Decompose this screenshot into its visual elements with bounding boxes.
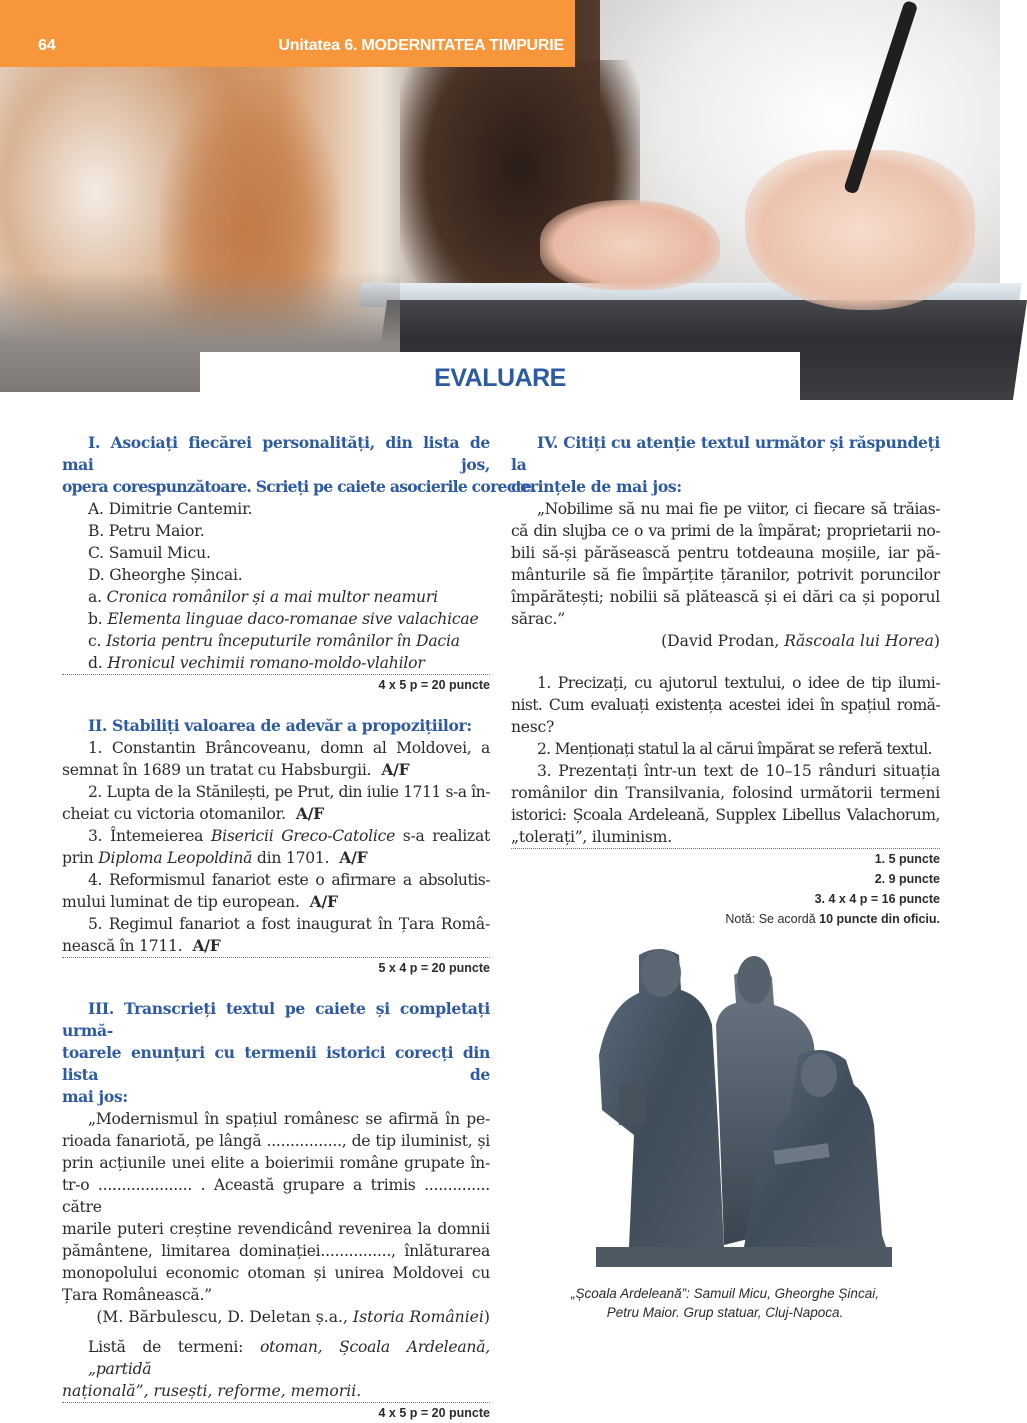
question-1-line: nist. Cum evaluați existența acestei idei în spațiul romă-	[511, 696, 940, 714]
quote-line: împărătești; nobilii să plătească și ei dări ca și poporul	[511, 588, 940, 606]
true-false-4: A/F	[309, 892, 338, 911]
section-1-heading-line2: opera corespunzătoare. Scrieți pe caiete asocierile corecte.	[62, 477, 536, 496]
question-3-line: „tolerați”, iluminism.	[511, 826, 940, 849]
section-3-source: (M. Bărbulescu, D. Deletan ș.a., Istoria României)	[96, 1308, 490, 1326]
quote-line: că din slujba ce o va primi de la împărat; proprietarii no-	[511, 522, 940, 540]
question-2-score: 2. 9 puncte	[874, 872, 940, 886]
section-2	[62, 715, 490, 978]
page-title: EVALUARE	[434, 364, 566, 392]
statement-1-line1: 1. Constantin Brâncoveanu, domn al Moldovei, a	[88, 739, 490, 757]
quote-line: mânturile să fie împărțite țăranilor, potrivit poruncilor	[511, 566, 940, 584]
section-4-heading-line1: IV. Citiți cu atenție textul următor și răspundeți la	[511, 433, 940, 474]
quote-line: sărac.”	[511, 610, 565, 628]
statement-3-line2: prin Diploma Leopoldină din 1701. A/F	[62, 848, 368, 867]
caption-line2: Petru Maior. Grup statuar, Cluj-Napoca.	[606, 1305, 844, 1320]
section-4-source: (David Prodan, Răscoala lui Horea)	[661, 632, 940, 650]
fill-text-line: rioada fanariotă, pe lângă ................, de tip iluminist, și	[62, 1132, 490, 1150]
statement-2-line2: cheiat cu victoria otomanilor. A/F	[62, 804, 324, 823]
right-column	[511, 432, 940, 929]
quote-line: „Nobilime să nu mai fie pe viitor, ci fiecare să trăias-	[537, 500, 940, 518]
true-false-5: A/F	[192, 936, 221, 955]
statue-caption	[525, 1284, 925, 1322]
fill-text-line: monopolului economic otoman și unirea Moldovei cu	[62, 1264, 490, 1282]
question-3-line: istorici: Școala Ardeleană, Supplex Libellus Valachorum,	[511, 806, 940, 824]
statue-base	[596, 1247, 892, 1267]
photo-left-hand	[540, 200, 720, 290]
statue-head-center	[737, 956, 771, 1004]
fill-text-line: pământene, limitarea dominației..............., înlăturarea	[62, 1242, 490, 1260]
statement-1-line2: semnat în 1689 un tratat cu Habsburgii. A/F	[62, 760, 410, 779]
fill-text-line: marile puteri creștine revendicând revenirea la domnii	[62, 1220, 490, 1238]
section-1-score: 4 x 5 p = 20 puncte	[378, 678, 490, 692]
fill-text-line: tr-o .................... . Această grupare a trimis .............. către	[62, 1176, 490, 1216]
note-official-points: Notă: Se acordă 10 puncte din oficiu.	[725, 912, 940, 926]
statue-book-left	[619, 1083, 645, 1125]
unit-title: Unitatea 6. MODERNITATEA TIMPURIE	[278, 37, 564, 54]
question-3-line: 3. Prezentați într-un text de 10–15 rânduri situația	[537, 762, 940, 780]
statement-4-line1: 4. Reformismul fanariot este o afirmare a absolutis-	[88, 871, 490, 889]
work-c: c. Istoria pentru începuturile românilor în Dacia	[88, 632, 460, 650]
statement-2-line1: 2. Lupta de la Stănilești, pe Prut, din iulie 1711 s-a în-	[88, 783, 490, 801]
person-d: D. Gheorghe Șincai.	[88, 566, 243, 584]
question-1-line: nesc?	[511, 718, 555, 736]
person-c: C. Samuil Micu.	[88, 544, 211, 562]
fill-text-line: Țara Românească.”	[62, 1286, 212, 1304]
statue-head-right	[801, 1053, 837, 1097]
quote-line: bili să-și părăsească pentru totdeauna moșiile, iar pă-	[511, 544, 940, 562]
statue-head-left	[641, 949, 681, 997]
section-3-heading-line2: toarele enunțuri cu termenii istorici corecți din lista de	[62, 1043, 490, 1084]
person-a: A. Dimitrie Cantemir.	[88, 500, 253, 518]
fill-text-line: prin acțiunile unei elite a boierimii române grupate în-	[62, 1154, 490, 1172]
statue-image-scoala-ardeleana	[584, 935, 914, 1275]
true-false-3: A/F	[339, 848, 368, 867]
section-1-heading-line1: I. Asociați fiecărei personalități, din lista de mai jos,	[62, 433, 490, 474]
fill-text-line: „Modernismul în spațiul românesc se afirmă în pe-	[88, 1110, 490, 1128]
work-d: d. Hronicul vechimii romano-moldo-vlahilor	[62, 652, 490, 675]
section-1	[62, 432, 536, 695]
title-box	[200, 352, 800, 400]
section-4	[511, 432, 940, 929]
statement-3-line1: 3. Întemeierea Bisericii Greco-Catolice s-a realizat	[88, 827, 491, 845]
question-3-line: românilor din Transilvania, folosind următorii termeni	[511, 784, 940, 802]
statement-5-line2: nească în 1711. A/F	[62, 935, 490, 958]
header-band	[0, 0, 575, 67]
section-3	[62, 998, 490, 1423]
terms-list-line2: națională”, rusești, reforme, memorii.	[62, 1380, 490, 1403]
work-b: b. Elementa linguae daco-romanae sive valachicae	[88, 610, 479, 628]
section-3-heading-line1: III. Transcrieți textul pe caiete și completați urmă-	[62, 999, 490, 1040]
work-a: a. Cronica românilor și a mai multor neamuri	[88, 588, 438, 606]
section-2-score: 5 x 4 p = 20 puncte	[378, 961, 490, 975]
person-b: B. Petru Maior.	[88, 522, 205, 540]
question-1-score: 1. 5 puncte	[874, 852, 940, 866]
caption-line1: „Școala Ardeleană”: Samuil Micu, Gheorghe Șincai,	[571, 1286, 879, 1301]
true-false-2: A/F	[295, 804, 324, 823]
true-false-1: A/F	[381, 760, 410, 779]
page-number: 64	[38, 37, 56, 54]
section-4-heading-line2: cerințele de mai jos:	[511, 477, 682, 496]
statement-4-line2: mului luminat de tip european. A/F	[62, 892, 338, 911]
terms-list-line1: Listă de termeni: otoman, Școala Ardeleană, „partidă	[88, 1338, 490, 1378]
section-3-heading-line3: mai jos:	[62, 1087, 128, 1106]
question-2: 2. Menționați statul la al cărui împărat se referă textul.	[537, 740, 932, 758]
section-2-heading: II. Stabiliți valoarea de adevăr a propozițiilor:	[88, 716, 472, 735]
section-3-score: 4 x 5 p = 20 puncte	[378, 1406, 490, 1420]
left-column	[62, 432, 536, 1423]
question-3-score: 3. 4 x 4 p = 16 puncte	[814, 892, 940, 906]
question-1-line: 1. Precizați, cu ajutorul textului, o idee de tip ilumi-	[537, 674, 940, 692]
statement-5-line1: 5. Regimul fanariot a fost inaugurat în Țara Româ-	[88, 915, 490, 933]
